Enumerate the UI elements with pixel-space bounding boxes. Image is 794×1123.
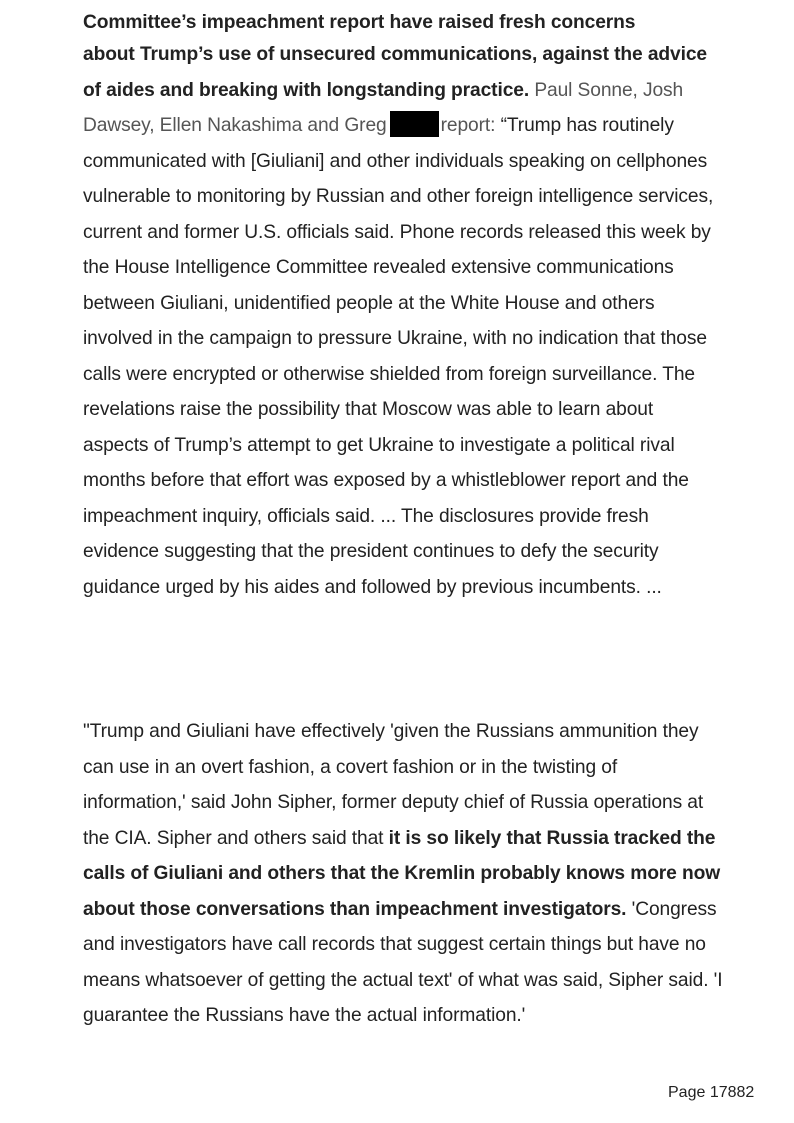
redaction-box: [390, 111, 439, 137]
paragraph-2-intro: "Trump and Giuliani have effectively 'given the Russians ammunition they can use in an overt fashion, a covert fashion or in the twisting of information,' said John Sipher, former deputy chief of Russia operations at the CIA. Sipher and others said that: [83, 721, 704, 849]
quote-body: “Trump has routinely communicated with [Giuliani] and other individuals speaking on cellphones vulnerable to monitoring by Russian and other foreign intelligence services, current and former U.S. officials said. Phone records released this week by the House Intelligence Committee revealed extensive communications between Giuliani, unidentified people at the White House and others involved in the campaign to pressure Ukraine, with no indication that those calls were encrypted or otherwise shielded from foreign surveillance. The revelations raise the possibility that Moscow was able to learn about aspects of Trump’s attempt to get Ukraine to investigate a political rival months before that effort was exposed by a whistleblower report and the impeachment inquiry, officials said. ... The disclosures provide fresh evidence suggesting that the president continues to defy the security guidance urged by his aides and followed by previous incumbents. ...: [83, 115, 714, 598]
paragraph-2-outro: 'Congress and investigators have call records that suggest certain things but have no means whatsoever of getting the actual text' of what was said, Sipher said. 'I guarantee the Russians have the actual information.': [83, 898, 723, 1026]
cut-off-line: [83, 12, 723, 32]
paragraph-1: [83, 37, 723, 605]
byline: Paul Sonne, Josh Dawsey, Ellen Nakashima and Greg: [83, 79, 684, 136]
page-number: Page 17882: [668, 1084, 755, 1101]
paragraph-2: [83, 714, 723, 1034]
paragraph-2-bold: it is so likely that Russia tracked the calls of Giuliani and others that the Kremlin probably knows more now about those conversations than impeachment investigators.: [83, 827, 721, 920]
cut-off-bold-text: Committee’s impeachment report have raised fresh concerns: [83, 12, 636, 32]
byline-report: report:: [440, 115, 496, 136]
bold-lead-text: about Trump’s use of unsecured communications, against the advice of aides and breaking with longstanding practice.: [83, 44, 707, 101]
